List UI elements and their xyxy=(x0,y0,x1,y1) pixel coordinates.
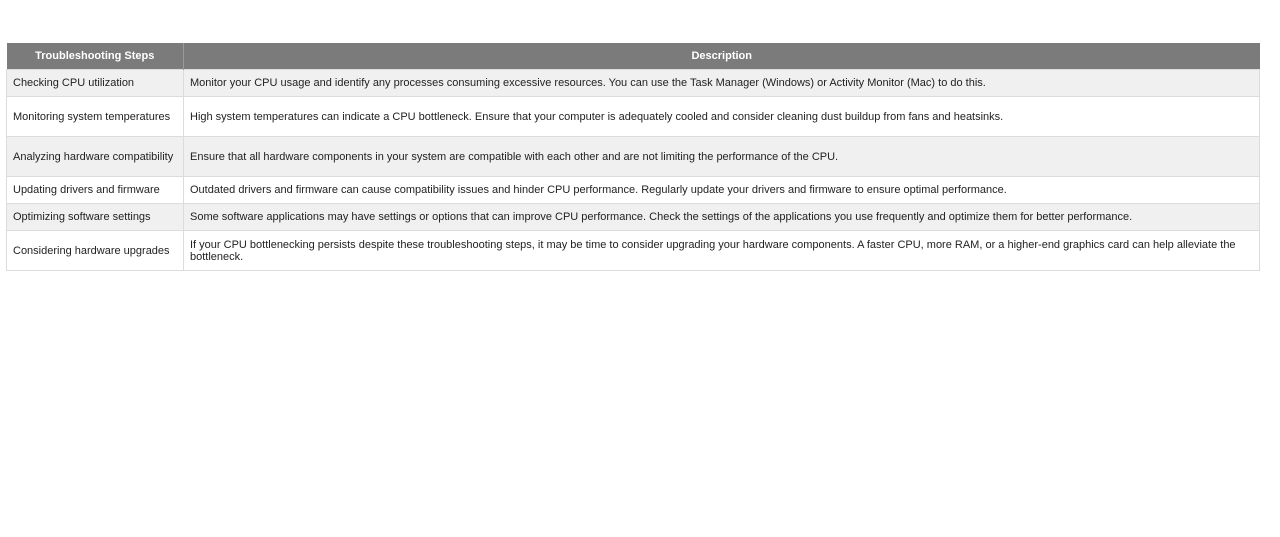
step-cell: Checking CPU utilization xyxy=(7,70,184,97)
description-cell: Ensure that all hardware components in your system are compatible with each other and are not limiting the performance of the CPU. xyxy=(184,137,1260,177)
description-cell: High system temperatures can indicate a CPU bottleneck. Ensure that your computer is adequately cooled and consider cleaning dust buildup from fans and heatsinks. xyxy=(184,97,1260,137)
description-cell: Some software applications may have settings or options that can improve CPU performance. Check the settings of the applications you use frequently and optimize them for better performance. xyxy=(184,204,1260,231)
table-row xyxy=(7,204,1260,231)
table-row xyxy=(7,177,1260,204)
step-cell: Updating drivers and firmware xyxy=(7,177,184,204)
table-row xyxy=(7,137,1260,177)
step-cell: Considering hardware upgrades xyxy=(7,231,184,271)
table-row xyxy=(7,97,1260,137)
description-cell: Outdated drivers and firmware can cause compatibility issues and hinder CPU performance. Regularly update your drivers and firmware to ensure optimal performance. xyxy=(184,177,1260,204)
table-row xyxy=(7,70,1260,97)
description-cell: If your CPU bottlenecking persists despite these troubleshooting steps, it may be time to consider upgrading your hardware components. A faster CPU, more RAM, or a higher-end graphics card can help alleviate the bottleneck. xyxy=(184,231,1260,271)
table-row xyxy=(7,231,1260,271)
step-cell: Monitoring system temperatures xyxy=(7,97,184,137)
troubleshooting-table xyxy=(6,43,1260,271)
step-cell: Optimizing software settings xyxy=(7,204,184,231)
step-cell: Analyzing hardware compatibility xyxy=(7,137,184,177)
column-header-steps: Troubleshooting Steps xyxy=(7,43,184,70)
column-header-description: Description xyxy=(184,43,1260,70)
table-header-row xyxy=(7,43,1260,70)
description-cell: Monitor your CPU usage and identify any processes consuming excessive resources. You can use the Task Manager (Windows) or Activity Monitor (Mac) to do this. xyxy=(184,70,1260,97)
troubleshooting-table-container xyxy=(6,43,1260,271)
